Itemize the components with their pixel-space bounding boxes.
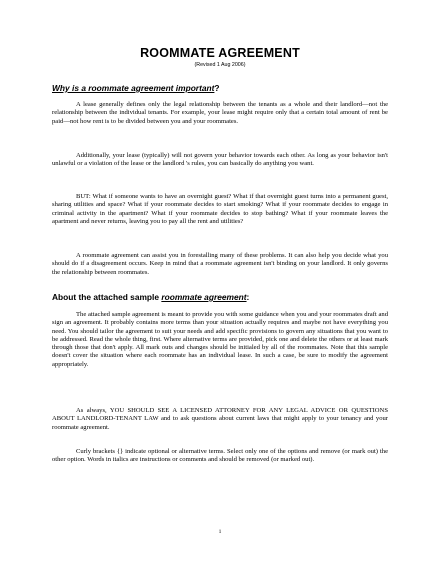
page-number: 1	[218, 529, 222, 535]
revision-date: (Revised 1 Aug 2006)	[194, 62, 246, 68]
section-heading-why	[52, 83, 220, 93]
paragraph-additionally: Additionally, your lease (typically) will not govern your behavior towards each other. As long as your behavior isn't unlawful or a violation of the lease or the landlord 's rules, you can basically do anything you want.	[52, 152, 388, 168]
section-heading-about-text: roommate agreement	[161, 292, 247, 302]
document-title: ROOMMATE AGREEMENT	[140, 46, 300, 60]
paragraph-licensed-attorney: As always, YOU SHOULD SEE A LICENSED ATTORNEY FOR ANY LEGAL ADVICE OR QUESTIONS ABOUT LANDLORD-TENANT LAW and to ask questions about current laws that might apply to your tenancy and your roommate agreement.	[52, 407, 388, 431]
paragraph-but-what-if: BUT: What if someone wants to have an overnight guest? What if that overnight guest turns into a permanent guest, sharing utilities and space? What if your roommate decides to start smoking? What if your roommate decides to engage in criminal activity in the apartment? What if your roommate decides to stop bathing? What if your roommate leaves the apartment and never returns, leaving you to pay all the rent and utilities?	[52, 193, 388, 225]
paragraph-lease-defines: A lease generally defines only the legal relationship between the tenants as a whole and their landlord—not the relationship between the individual tenants. For example, your lease might require only that a certain total amount of rent be paid—not how rent is to be divided between you and your roommates.	[52, 101, 388, 125]
paragraph-roommate-agreement-assists: A roommate agreement can assist you in forestalling many of these problems. It can also help you decide what you should do if a disagreement occurs. Keep in mind that a roommate agreement isn't binding on your landlord. It only governs the relationship between roommates.	[52, 252, 388, 276]
paragraph-curly-brackets: Curly brackets {} indicate optional or alternative terms. Select only one of the options and remove (or mark out) the other option. Words in italics are instructions or comments and should be removed (or marked out).	[52, 448, 388, 464]
section-heading-about-prefix: About the attached sample	[52, 292, 162, 302]
section-heading-about	[52, 292, 249, 302]
section-heading-why-suffix: ?	[214, 83, 220, 93]
paragraph-attached-sample: The attached sample agreement is meant to provide you with some guidance when you and your roommates draft and sign an agreement. It probably contains more terms than your situation actually requires and maybe not have everything you need. You should tailor the agreement to suit your needs and add specific provisions to govern any situations that you want to be addressed. Read the whole thing, first. Where alternative terms are provided, pick one and delete the others or at least mark through those that don't apply. All mark outs and changes should be initialed by all of the roommates. Note that this sample doesn't cover the situation where each roommate has an individual lease. In such a case, be sure to modify the agreement appropriately.	[52, 311, 388, 368]
section-heading-about-suffix: :	[246, 292, 250, 302]
section-heading-why-text: Why is a roommate agreement important	[52, 83, 215, 93]
